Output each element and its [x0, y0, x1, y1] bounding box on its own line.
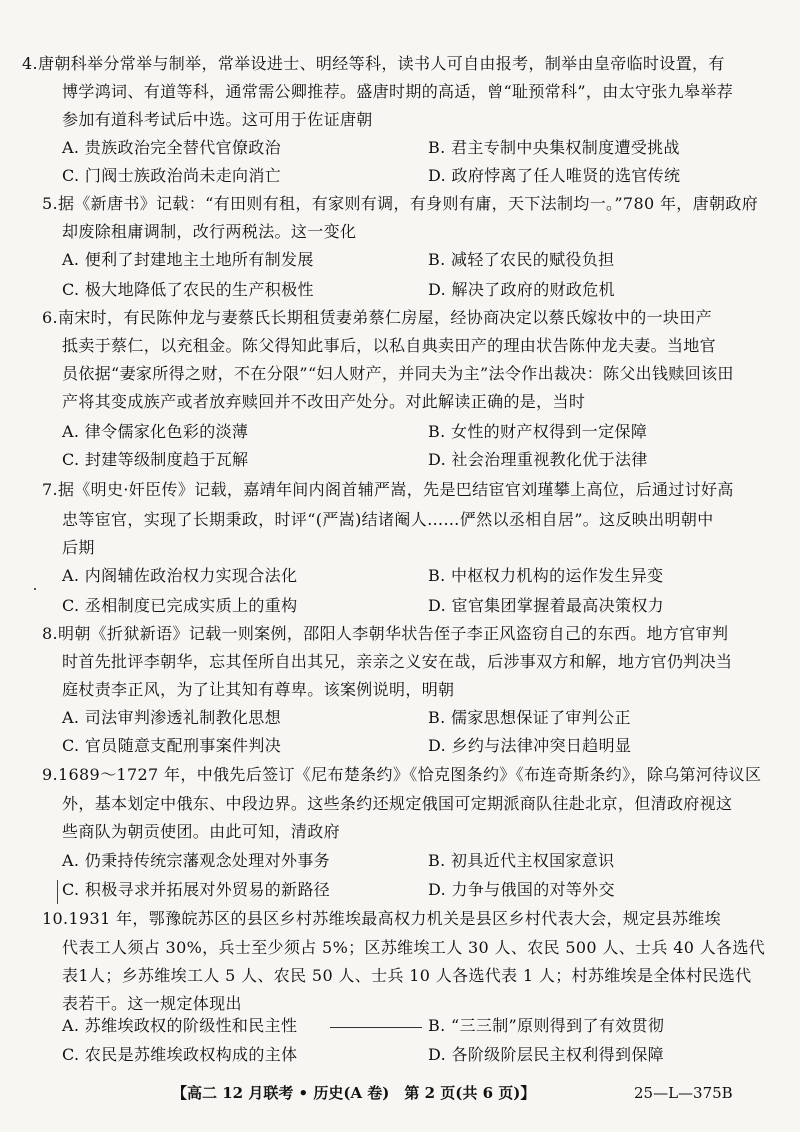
question-10-stem-line-1: 10.1931 年，鄂豫皖苏区的县区乡村苏维埃最高权力机关是县区乡村代表大会，规定县苏维埃: [42, 909, 722, 928]
question-4-option-d[interactable]: D. 政府悖离了任人唯贤的选官传统: [428, 166, 681, 185]
question-6-option-a[interactable]: A. 律令儒家化色彩的淡薄: [62, 422, 249, 441]
question-8-option-d[interactable]: D. 乡约与法律冲突日趋明显: [428, 736, 632, 755]
question-7-stem-line-2: 忠等宦官，实现了长期秉政，时评“(严嵩)结诸阉人……俨然以丞相自居”。这反映出明朝中: [62, 510, 714, 529]
question-7-option-b[interactable]: B. 中枢权力机构的运作发生异变: [428, 566, 664, 585]
question-6-option-c[interactable]: C. 封建等级制度趋于瓦解: [62, 450, 249, 469]
footer-paper-code: 25—L—375B: [634, 1084, 733, 1102]
question-6-stem-line-2: 抵卖于蔡仁，以充租金。陈父得知此事后，以私自典卖田产的理由状告陈仲龙夫妻。当地官: [62, 336, 717, 355]
question-4-stem-line-1: 4.唐朝科举分常举与制举，常举设进士、明经等科，读书人可自由报考，制举由皇帝临时设置，有: [22, 54, 725, 73]
question-5-option-d[interactable]: D. 解决了政府的财政危机: [428, 280, 615, 299]
page-footer: [0, 1083, 800, 1105]
question-5-option-c[interactable]: C. 极大地降低了农民的生产积极性: [62, 280, 314, 299]
question-9-stem-line-1: 9.1689～1727 年，中俄先后签订《尼布楚条约》《恰克图条约》《布连奇斯条约》，除乌第河待议区: [42, 765, 762, 784]
question-9-option-b[interactable]: B. 初具近代主权国家意识: [428, 851, 615, 870]
question-9-option-c[interactable]: C. 积极寻求并拓展对外贸易的新路径: [62, 880, 331, 899]
question-6-option-d[interactable]: D. 社会治理重视教化优于法律: [428, 450, 648, 469]
question-7-option-a[interactable]: A. 内阁辅佐政治权力实现合法化: [62, 566, 298, 585]
question-10-option-a[interactable]: A. 苏维埃政权的阶级性和民主性: [62, 1016, 298, 1035]
footer-exam-info: 【高二 12 月联考 • 历史(A 卷) 第 2 页(共 6 页)】: [172, 1084, 536, 1102]
scan-dot: [34, 588, 36, 590]
question-7-stem-line-3: 后期: [62, 538, 95, 557]
question-8-option-a[interactable]: A. 司法审判渗透礼制教化思想: [62, 708, 281, 727]
question-8-option-c[interactable]: C. 官员随意支配刑事案件判决: [62, 736, 282, 755]
question-5-stem-line-2: 却废除租庸调制，改行两税法。这一变化: [62, 222, 357, 241]
question-5-option-a[interactable]: A. 便利了封建地主土地所有制发展: [62, 250, 314, 269]
question-8-stem-line-2: 时首先批评李朝华，忘其侄所自出其兄，亲亲之义安在哉，后涉事双方和解，地方官仍判决当: [62, 652, 733, 671]
question-4-stem-line-2: 博学鸿词、有道等科，通常需公卿推荐。盛唐时期的高适，曾“耻预常科”，由太守张九皋举荐: [62, 82, 734, 101]
question-5-option-b[interactable]: B. 减轻了农民的赋役负担: [428, 250, 615, 269]
question-9-stem-line-2: 外，基本划定中俄东、中段边界。这些条约还规定俄国可定期派商队往赴北京，但清政府视这: [62, 794, 733, 813]
question-9-stem-line-3: 些商队为朝贡使团。由此可知，清政府: [62, 822, 340, 841]
question-4-option-a[interactable]: A. 贵族政治完全替代官僚政治: [62, 138, 281, 157]
question-6-stem-line-4: 产将其变成族产或者放弃赎回并不改田产处分。对此解读正确的是，当时: [62, 392, 586, 411]
question-6-stem-line-1: 6.南宋时，有民陈仲龙与妻蔡氏长期租赁妻弟蔡仁房屋，经协商决定以蔡氏嫁妆中的一块田产: [42, 308, 712, 327]
question-9-option-a[interactable]: A. 仍秉持传统宗藩观念处理对外事务: [62, 851, 331, 870]
question-10-option-d[interactable]: D. 各阶级阶层民主权利得到保障: [428, 1045, 665, 1064]
question-4-option-c[interactable]: C. 门阀士族政治尚未走向消亡: [62, 166, 282, 185]
answer-underline: [330, 1027, 422, 1029]
question-4-stem-line-3: 参加有道科考试后中选。这可用于佐证唐朝: [62, 110, 373, 129]
question-10-option-c[interactable]: C. 农民是苏维埃政权构成的主体: [62, 1045, 298, 1064]
question-7-option-c[interactable]: C. 丞相制度已完成实质上的重构: [62, 596, 298, 615]
question-9-option-d[interactable]: D. 力争与俄国的对等外交: [428, 880, 615, 899]
question-10-stem-line-3: 表1人；乡苏维埃工人 5 人、农民 50 人、士兵 10 人各选代表 1 人；村苏维埃是全体村民选代: [62, 966, 752, 985]
question-10-option-b[interactable]: B. “三三制”原则得到了有效贯彻: [428, 1016, 665, 1035]
question-5-stem-line-1: 5.据《新唐书》记载：“有田则有租，有家则有调，有身则有庸，天下法制均一。”780 年，唐朝政府: [42, 194, 759, 213]
question-6-stem-line-3: 员依据“妻家所得之财，不在分限”“妇人财产，并同夫为主”法令作出裁决：陈父出钱赎回该田: [62, 364, 734, 383]
question-8-option-b[interactable]: B. 儒家思想保证了审判公正: [428, 708, 631, 727]
question-10-stem-line-2: 代表工人须占 30%，兵士至少须占 5%；区苏维埃工人 30 人、农民 500 人、士兵 40 人各选代: [62, 938, 766, 957]
question-4-option-b[interactable]: B. 君主专制中央集权制度遭受挑战: [428, 138, 680, 157]
question-7-stem-line-1: 7.据《明史·奸臣传》记载，嘉靖年间内阁首辅严嵩，先是巴结宦官刘瑾攀上高位，后通过讨好高: [42, 480, 734, 499]
question-8-stem-line-1: 8.明朝《折狱新语》记载一则案例，邵阳人李朝华状告侄子李正风盗窃自己的东西。地方官审判: [42, 624, 729, 643]
question-6-option-b[interactable]: B. 女性的财产权得到一定保障: [428, 422, 648, 441]
question-8-stem-line-3: 庭杖责李正风，为了让其知有尊卑。该案例说明，明朝: [62, 680, 455, 699]
scan-mark: [57, 880, 60, 904]
question-7-option-d[interactable]: D. 宦官集团掌握着最高决策权力: [428, 596, 665, 615]
question-10-stem-line-4: 表若干。这一规定体现出: [62, 994, 242, 1013]
